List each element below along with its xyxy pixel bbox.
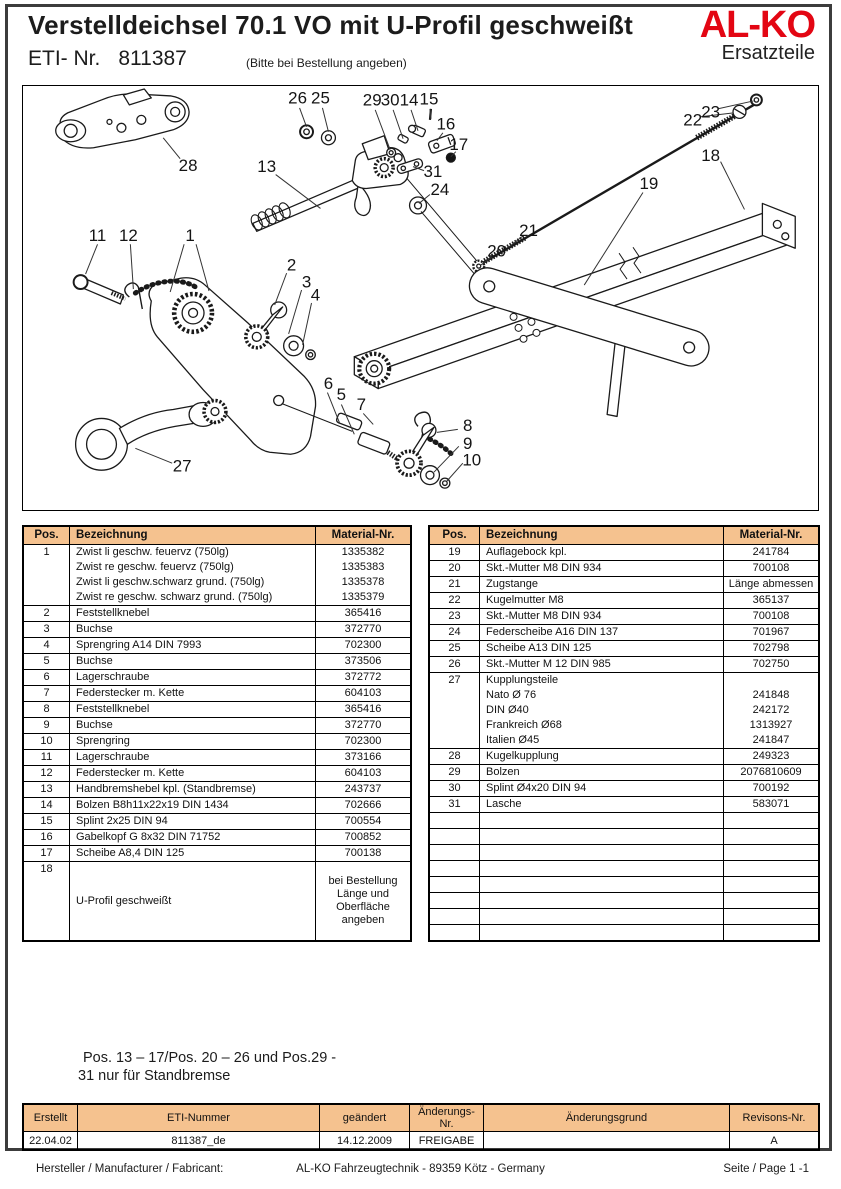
table-cell: Frankreich Ø68 bbox=[480, 718, 724, 733]
table-row bbox=[24, 575, 410, 590]
table-row bbox=[430, 640, 818, 656]
table-cell: 29 bbox=[430, 764, 480, 780]
table-row bbox=[430, 544, 818, 560]
table-cell: 241784 bbox=[724, 544, 818, 560]
column-header: Material-Nr. bbox=[316, 527, 410, 544]
table-cell bbox=[430, 688, 480, 703]
table-cell bbox=[430, 860, 480, 876]
table-row bbox=[430, 560, 818, 576]
revision-value bbox=[484, 1132, 730, 1149]
table-cell: Kupplungsteile bbox=[480, 672, 724, 688]
alko-logo-text: AL-KO bbox=[699, 4, 815, 46]
callout-leader bbox=[289, 290, 302, 334]
table-cell bbox=[480, 812, 724, 828]
table-cell bbox=[724, 908, 818, 924]
part-number-callout: 8 bbox=[463, 415, 473, 435]
part-number-callout: 26 bbox=[288, 88, 307, 108]
table-cell bbox=[480, 908, 724, 924]
table-cell: 12 bbox=[24, 765, 70, 781]
table-cell: Gabelkopf G 8x32 DIN 71752 bbox=[70, 829, 316, 845]
towing-eye-drawing bbox=[76, 401, 226, 471]
table-cell: Kugelmutter M8 bbox=[480, 592, 724, 608]
part-number-callout: 24 bbox=[430, 179, 450, 199]
column-header: Bezeichnung bbox=[70, 527, 316, 544]
revision-column-header: Revisons-Nr. bbox=[730, 1105, 818, 1132]
table-cell bbox=[724, 812, 818, 828]
column-header: Pos. bbox=[24, 527, 70, 544]
revision-column-header: geändert bbox=[320, 1105, 410, 1132]
table-header-row bbox=[24, 527, 410, 544]
alko-logo bbox=[700, 6, 815, 65]
table-row bbox=[430, 718, 818, 733]
table-cell: 1335379 bbox=[341, 591, 385, 603]
table-cell: 28 bbox=[430, 748, 480, 764]
crank-assembly-drawing bbox=[397, 423, 450, 488]
standbremse-note bbox=[78, 1049, 336, 1085]
table-cell bbox=[724, 828, 818, 844]
part-number-callout: 11 bbox=[88, 225, 107, 245]
table-row bbox=[24, 733, 410, 749]
table-cell bbox=[24, 590, 70, 605]
table-cell: Italien Ø45 bbox=[480, 733, 724, 748]
table-cell: 700108 bbox=[724, 560, 818, 576]
table-cell: Lagerschraube bbox=[70, 749, 316, 765]
revision-value: 22.04.02 bbox=[24, 1132, 78, 1149]
table-cell: Skt.-Mutter M 12 DIN 985 bbox=[480, 656, 724, 672]
table-cell: 24 bbox=[430, 624, 480, 640]
table-cell: 249323 bbox=[724, 748, 818, 764]
callout-leader bbox=[363, 413, 373, 424]
table-cell bbox=[430, 908, 480, 924]
note-line-1: Pos. 13 – 17/Pos. 20 – 26 und Pos.29 - bbox=[83, 1050, 337, 1066]
table-cell: 13 bbox=[24, 781, 70, 797]
table-cell: Sprengring A14 DIN 7993 bbox=[70, 637, 316, 653]
table-cell: 9 bbox=[24, 717, 70, 733]
callout-leader bbox=[300, 108, 307, 127]
table-cell: 702750 bbox=[724, 656, 818, 672]
table-cell bbox=[724, 924, 818, 940]
table-cell: Kugelkupplung bbox=[480, 748, 724, 764]
page-title: Verstelldeichsel 70.1 VO mit U-Profil geschweißt bbox=[28, 10, 633, 40]
table-row bbox=[24, 717, 410, 733]
table-row bbox=[430, 860, 818, 876]
part-number-callout: 30 bbox=[380, 90, 400, 110]
table-cell: 700554 bbox=[316, 813, 410, 829]
table-cell: 365416 bbox=[316, 701, 410, 717]
table-cell: Sprengring bbox=[70, 733, 316, 749]
table-cell: 702300 bbox=[316, 733, 410, 749]
table-cell: DIN Ø40 bbox=[480, 703, 724, 718]
table-row bbox=[24, 685, 410, 701]
parts-table-left bbox=[22, 525, 412, 942]
part-number-callout: 9 bbox=[463, 433, 473, 453]
part-number-callout: 7 bbox=[356, 394, 366, 414]
table-cell: 30 bbox=[430, 780, 480, 796]
logo-subtitle: Ersatzteile bbox=[721, 42, 815, 64]
table-cell: 14 bbox=[24, 797, 70, 813]
table-row bbox=[24, 605, 410, 621]
table-row bbox=[430, 703, 818, 718]
table-cell: 11 bbox=[24, 749, 70, 765]
table-cell: 241847 bbox=[752, 734, 790, 746]
table-cell: 700852 bbox=[316, 829, 410, 845]
table-cell: Bolzen B8h11x22x19 DIN 1434 bbox=[70, 797, 316, 813]
table-cell: 702798 bbox=[724, 640, 818, 656]
table-cell: 8 bbox=[24, 701, 70, 717]
table-cell: 701967 bbox=[724, 624, 818, 640]
column-header: Bezeichnung bbox=[480, 527, 724, 544]
table-cell: Scheibe A13 DIN 125 bbox=[480, 640, 724, 656]
table-row bbox=[430, 876, 818, 892]
table-row bbox=[24, 544, 410, 560]
table-row bbox=[430, 844, 818, 860]
table-row bbox=[430, 592, 818, 608]
part-number-callout: 15 bbox=[419, 89, 439, 109]
table-row bbox=[430, 780, 818, 796]
table-row bbox=[430, 908, 818, 924]
table-cell bbox=[430, 876, 480, 892]
table-cell: 1335383 bbox=[341, 561, 385, 573]
table-cell bbox=[24, 560, 70, 575]
revision-column-header: ETI-Nummer bbox=[78, 1105, 320, 1132]
table-cell bbox=[430, 844, 480, 860]
table-cell: 373506 bbox=[316, 653, 410, 669]
revision-value: 14.12.2009 bbox=[320, 1132, 410, 1149]
parts-table-right bbox=[428, 525, 820, 942]
part-number-callout: 14 bbox=[399, 90, 419, 110]
callout-leader bbox=[721, 162, 745, 210]
diagram-frame bbox=[22, 85, 819, 511]
table-cell: Zwist re geschw. feuervz (750lg) bbox=[70, 560, 316, 575]
part-number-callout: 23 bbox=[701, 102, 721, 122]
table-cell: Bolzen bbox=[480, 764, 724, 780]
part-number-callout: 6 bbox=[323, 374, 334, 394]
table-cell: 10 bbox=[24, 733, 70, 749]
table-cell: 19 bbox=[430, 544, 480, 560]
table-cell: 365416 bbox=[316, 605, 410, 621]
table-row bbox=[430, 828, 818, 844]
table-cell bbox=[430, 812, 480, 828]
table-cell: 1 bbox=[24, 544, 70, 560]
table-cell bbox=[724, 860, 818, 876]
table-cell: 17 bbox=[24, 845, 70, 861]
table-cell: Zwist li geschw. feuervz (750lg) bbox=[70, 544, 316, 560]
part-number-callout: 31 bbox=[423, 162, 443, 182]
table-cell bbox=[480, 924, 724, 940]
table-cell: 700138 bbox=[316, 845, 410, 861]
table-row bbox=[430, 748, 818, 764]
part-number-callout: 10 bbox=[462, 450, 482, 470]
table-cell: Nato Ø 76 bbox=[480, 688, 724, 703]
revision-value: A bbox=[770, 1134, 778, 1147]
revision-value-row bbox=[24, 1132, 818, 1149]
table-cell: Feststellknebel bbox=[70, 605, 316, 621]
table-row bbox=[24, 765, 410, 781]
part-number-callout: 29 bbox=[362, 90, 382, 110]
table-cell: 5 bbox=[24, 653, 70, 669]
table-cell: 604103 bbox=[316, 685, 410, 701]
table-cell: 373166 bbox=[316, 749, 410, 765]
table-cell bbox=[430, 733, 480, 748]
table-cell bbox=[480, 860, 724, 876]
table-cell: Zwist re geschw. schwarz grund. (750lg) bbox=[70, 590, 316, 605]
part-number-callout: 19 bbox=[639, 174, 659, 194]
table-cell bbox=[480, 844, 724, 860]
table-cell: 4 bbox=[24, 637, 70, 653]
table-cell bbox=[724, 844, 818, 860]
callout-leader bbox=[303, 303, 312, 345]
table-cell: Feststellknebel bbox=[70, 701, 316, 717]
callout-leader bbox=[322, 108, 328, 132]
table-cell: Zwist li geschw.schwarz grund. (750lg) bbox=[70, 575, 316, 590]
table-cell: 25 bbox=[430, 640, 480, 656]
table-cell: 6 bbox=[24, 669, 70, 685]
table-row bbox=[430, 764, 818, 780]
footer-center: AL-KO Fahrzeugtechnik - 89359 Kötz - Germany bbox=[296, 1163, 545, 1175]
table-cell: 23 bbox=[430, 608, 480, 624]
table-cell: 26 bbox=[430, 656, 480, 672]
table-cell: 702666 bbox=[316, 797, 410, 813]
table-cell: 18 bbox=[24, 861, 70, 940]
table-row bbox=[24, 813, 410, 829]
revision-value: FREIGABE bbox=[410, 1132, 484, 1149]
part-number-callout: 28 bbox=[178, 156, 198, 176]
table-cell bbox=[430, 892, 480, 908]
table-cell: 242172 bbox=[752, 704, 790, 716]
part-number-callout: 18 bbox=[701, 146, 721, 166]
column-header: Material-Nr. bbox=[724, 527, 818, 544]
table-cell bbox=[724, 892, 818, 908]
table-cell: 372772 bbox=[316, 669, 410, 685]
eti-note: (Bitte bei Bestellung angeben) bbox=[246, 56, 407, 70]
callout-leader bbox=[86, 244, 98, 274]
exploded-view-diagram bbox=[23, 86, 818, 510]
table-cell: 7 bbox=[24, 685, 70, 701]
table-cell: Zugstange bbox=[480, 576, 724, 592]
table-cell: 27 bbox=[430, 672, 480, 688]
table-row bbox=[24, 590, 410, 605]
table-row bbox=[430, 796, 818, 812]
part-number-callout: 16 bbox=[436, 114, 456, 134]
table-cell: 1335382 bbox=[316, 544, 410, 560]
table-row bbox=[430, 608, 818, 624]
table-cell: Lagerschraube bbox=[70, 669, 316, 685]
table-cell: 31 bbox=[430, 796, 480, 812]
handbrake-lever-drawing bbox=[249, 136, 479, 263]
table-cell bbox=[724, 672, 818, 688]
table-row bbox=[24, 781, 410, 797]
note-line-2: 31 nur für Standbremse bbox=[78, 1068, 231, 1084]
table-cell: U-Profil geschweißt bbox=[70, 861, 316, 940]
table-cell: 22 bbox=[430, 592, 480, 608]
table-cell: Buchse bbox=[70, 717, 316, 733]
part-number-callout: 21 bbox=[519, 220, 538, 240]
part-number-callout: 25 bbox=[311, 88, 330, 108]
callout-leader bbox=[163, 138, 180, 159]
column-header: Pos. bbox=[430, 527, 480, 544]
table-cell: Länge abmessen bbox=[724, 576, 818, 592]
table-row bbox=[24, 845, 410, 861]
callout-leader bbox=[130, 244, 133, 289]
table-cell bbox=[480, 876, 724, 892]
table-cell: 241848 bbox=[752, 689, 790, 701]
footer-left: Hersteller / Manufacturer / Fabricant: bbox=[36, 1163, 224, 1175]
table-cell bbox=[24, 575, 70, 590]
table-row bbox=[24, 861, 410, 940]
table-cell: 21 bbox=[430, 576, 480, 592]
table-cell bbox=[430, 828, 480, 844]
beam-drawing bbox=[354, 203, 795, 416]
table-row bbox=[430, 624, 818, 640]
table-cell: Buchse bbox=[70, 653, 316, 669]
revision-column-header: Erstellt bbox=[24, 1105, 78, 1132]
table-row bbox=[24, 829, 410, 845]
table-cell: 604103 bbox=[316, 765, 410, 781]
table-cell bbox=[430, 718, 480, 733]
table-row bbox=[430, 672, 818, 688]
table-cell: Federstecker m. Kette bbox=[70, 765, 316, 781]
table-row bbox=[24, 749, 410, 765]
table-row bbox=[430, 656, 818, 672]
revision-header-row bbox=[24, 1105, 818, 1132]
callout-leader bbox=[437, 429, 458, 432]
table-row bbox=[430, 733, 818, 748]
table-cell: 365137 bbox=[724, 592, 818, 608]
table-cell: 583071 bbox=[724, 796, 818, 812]
part-number-callout: 20 bbox=[487, 241, 507, 261]
table-cell bbox=[480, 828, 724, 844]
table-cell: 15 bbox=[24, 813, 70, 829]
eti-label: ETI- Nr. bbox=[28, 47, 101, 70]
table-cell: 20 bbox=[430, 560, 480, 576]
table-cell: 3 bbox=[24, 621, 70, 637]
table-cell: 1335378 bbox=[341, 576, 385, 588]
table-cell: 372770 bbox=[316, 717, 410, 733]
table-cell: bei Bestellung Länge und Oberfläche angeben bbox=[316, 861, 410, 940]
part-number-callout: 1 bbox=[185, 225, 195, 245]
part-number-callout: 22 bbox=[683, 110, 703, 130]
revision-column-header: Änderungsgrund bbox=[484, 1105, 730, 1132]
table-row bbox=[24, 669, 410, 685]
table-row bbox=[430, 688, 818, 703]
table-row bbox=[430, 576, 818, 592]
table-cell: Buchse bbox=[70, 621, 316, 637]
table-cell: Federstecker m. Kette bbox=[70, 685, 316, 701]
table-cell: Splint Ø4x20 DIN 94 bbox=[480, 780, 724, 796]
callout-leader bbox=[447, 463, 463, 481]
table-cell: 2 bbox=[24, 605, 70, 621]
table-row bbox=[24, 653, 410, 669]
part-number-callout: 27 bbox=[172, 456, 192, 476]
table-cell: Handbremshebel kpl. (Standbremse) bbox=[70, 781, 316, 797]
part-number-callout: 12 bbox=[118, 225, 138, 245]
table-cell bbox=[430, 703, 480, 718]
revision-column-header: Änderungs-Nr. bbox=[410, 1105, 484, 1132]
table-cell: 1313927 bbox=[749, 719, 793, 731]
table-cell: Lasche bbox=[480, 796, 724, 812]
table-row bbox=[430, 924, 818, 940]
table-cell: 16 bbox=[24, 829, 70, 845]
part-number-callout: 4 bbox=[310, 285, 321, 305]
footer-right: Seite / Page 1 -1 bbox=[723, 1163, 809, 1175]
table-cell: 700108 bbox=[724, 608, 818, 624]
screw-bushing-clip-drawing bbox=[331, 412, 454, 462]
table-cell: Skt.-Mutter M8 DIN 934 bbox=[480, 560, 724, 576]
table-cell: 702300 bbox=[316, 637, 410, 653]
callout-leader bbox=[275, 273, 287, 305]
table-row bbox=[24, 797, 410, 813]
table-cell: Splint 2x25 DIN 94 bbox=[70, 813, 316, 829]
table-cell bbox=[724, 876, 818, 892]
table-header-row bbox=[430, 527, 818, 544]
part-number-callout: 17 bbox=[449, 135, 469, 155]
table-cell: 243737 bbox=[316, 781, 410, 797]
table-cell bbox=[480, 892, 724, 908]
callout-leader bbox=[393, 110, 403, 139]
table-cell: Scheibe A8,4 DIN 125 bbox=[70, 845, 316, 861]
callout-leader bbox=[135, 448, 172, 463]
revision-table bbox=[22, 1103, 820, 1151]
table-row bbox=[24, 701, 410, 717]
table-cell bbox=[430, 924, 480, 940]
table-cell: Federscheibe A16 DIN 137 bbox=[480, 624, 724, 640]
table-cell: 700192 bbox=[724, 780, 818, 796]
table-row bbox=[24, 637, 410, 653]
table-cell: Auflagebock kpl. bbox=[480, 544, 724, 560]
eti-number: 811387 bbox=[118, 47, 187, 70]
table-cell: 372770 bbox=[316, 621, 410, 637]
table-row bbox=[430, 892, 818, 908]
part-number-callout: 3 bbox=[301, 272, 312, 292]
table-row bbox=[24, 560, 410, 575]
swivel-body-drawing bbox=[149, 278, 352, 455]
table-row bbox=[24, 621, 410, 637]
eti-number-line bbox=[28, 47, 187, 71]
revision-value: 811387_de bbox=[78, 1132, 320, 1149]
part-number-callout: 13 bbox=[257, 157, 277, 177]
table-cell: Skt.-Mutter M8 DIN 934 bbox=[480, 608, 724, 624]
table-cell: 2076810609 bbox=[724, 764, 818, 780]
part-number-callout: 2 bbox=[286, 255, 297, 275]
coupling-head-drawing bbox=[56, 89, 189, 148]
part-number-callout: 5 bbox=[336, 385, 347, 405]
table-row bbox=[430, 812, 818, 828]
